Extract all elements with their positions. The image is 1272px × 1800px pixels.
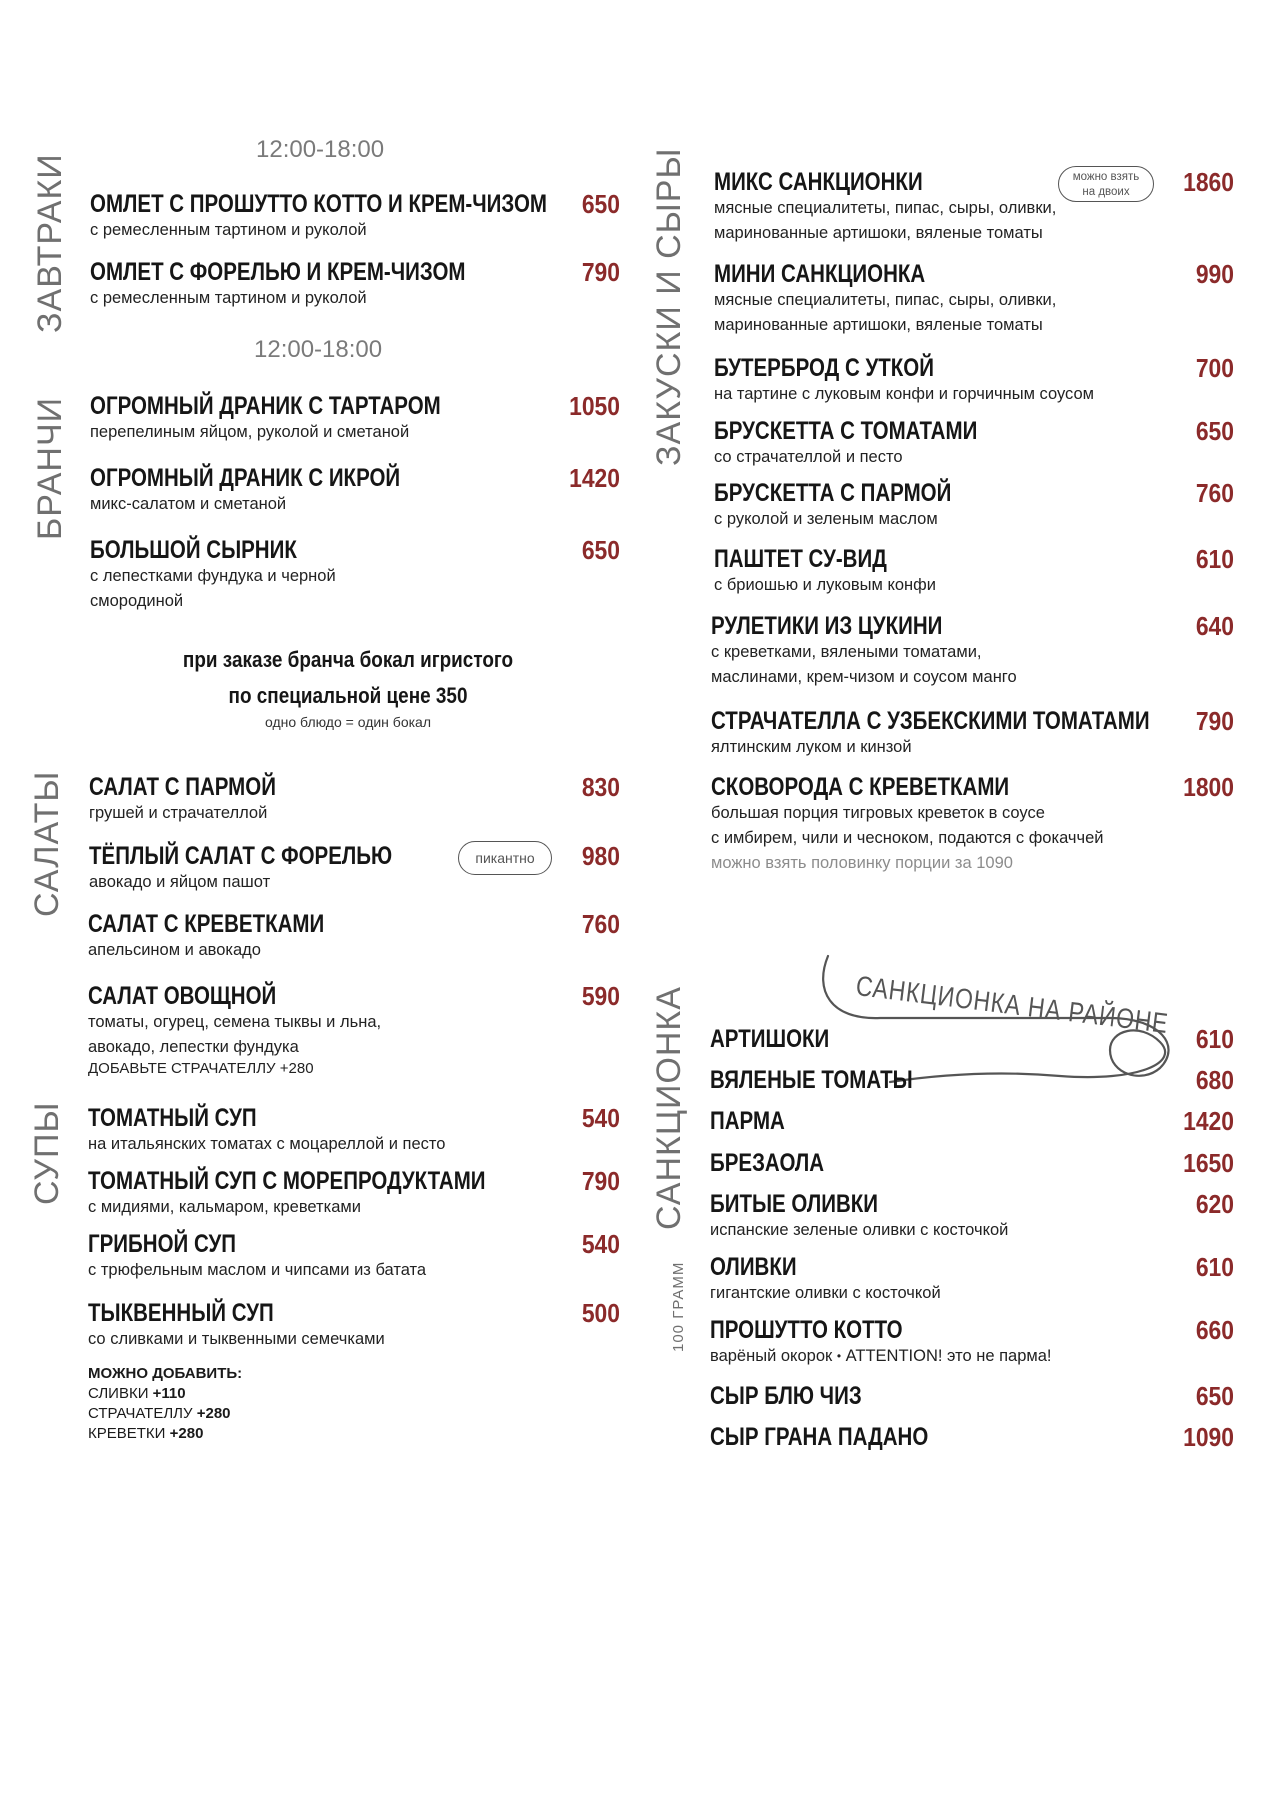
menu-item <box>714 260 1056 338</box>
promo-line-1: при заказе бранча бокал игристого <box>182 647 514 672</box>
item-desc <box>710 1344 1052 1369</box>
item-desc: с креветками, вялеными томатами, <box>711 643 982 661</box>
addon-price: +110 <box>152 1385 186 1402</box>
menu-item <box>88 1299 385 1352</box>
item-name: БРУСКЕТТА С ПАРМОЙ <box>714 479 952 507</box>
item-desc: испанские зеленые оливки с косточкой <box>710 1221 1009 1239</box>
item-desc: маринованные артишоки, вяленые томаты <box>714 224 1043 242</box>
item-price: 650 <box>1195 1381 1234 1411</box>
item-price: 1090 <box>1183 1422 1234 1452</box>
menu-item <box>710 1107 801 1135</box>
addon-name: КРЕВЕТКИ <box>88 1425 166 1442</box>
item-price: 660 <box>1195 1315 1234 1345</box>
item-name: МИКС САНКЦИОНКИ <box>714 168 923 196</box>
menu-item <box>88 982 381 1077</box>
item-desc: апельсином и авокадо <box>88 941 261 959</box>
item-desc: на тартине с луковым конфи и горчичным соусом <box>714 385 1094 403</box>
item-desc: с лепестками фундука и черной <box>90 567 336 585</box>
menu-item <box>710 1316 1052 1369</box>
menu-item <box>90 258 548 311</box>
section-label-salads: САЛАТЫ <box>28 770 66 917</box>
item-name: МИНИ САНКЦИОНКА <box>714 260 926 288</box>
attention-note: ATTENTION! это не парма! <box>845 1347 1052 1365</box>
item-desc: мясные специалитеты, пипас, сыры, оливки, <box>714 291 1057 309</box>
item-desc: с имбирем, чили и чесноком, подаются с фокаччей <box>711 829 1104 847</box>
addon-row <box>88 1404 242 1424</box>
item-name: СТРАЧАТЕЛЛА С УЗБЕКСКИМИ ТОМАТАМИ <box>711 707 1150 735</box>
soup-addons <box>88 1364 242 1444</box>
brunch-hours: 12:00-18:00 <box>254 336 383 363</box>
item-name: ПАРМА <box>710 1107 785 1135</box>
item-price: 1420 <box>1183 1106 1234 1136</box>
bullet-icon: • <box>836 1349 842 1363</box>
addon-text: ДОБАВЬТЕ СТРАЧАТЕЛЛУ <box>88 1060 276 1077</box>
item-name: ТОМАТНЫЙ СУП С МОРЕПРОДУКТАМИ <box>88 1167 486 1195</box>
item-name: БРУСКЕТТА С ТОМАТАМИ <box>714 417 978 445</box>
addon-price: +280 <box>279 1060 314 1077</box>
menu-item <box>714 168 1056 246</box>
item-desc: со страчателлой и песто <box>714 448 903 466</box>
item-name: САЛАТ С КРЕВЕТКАМИ <box>88 910 325 938</box>
item-name: ТЫКВЕННЫЙ СУП <box>88 1299 274 1327</box>
item-desc: авокадо, лепестки фундука <box>88 1038 299 1056</box>
section-label-snacks: ЗАКУСКИ И СЫРЫ <box>650 147 688 466</box>
promo-line-2: по специальной цене 350 <box>228 683 468 708</box>
menu-item <box>89 842 459 895</box>
item-name: БУТЕРБРОД С УТКОЙ <box>714 354 934 382</box>
menu-item <box>88 1167 573 1220</box>
item-price: 650 <box>581 535 620 565</box>
item-name: ОГРОМНЫЙ ДРАНИК С ТАРТАРОМ <box>90 392 441 420</box>
menu-item <box>711 612 1017 690</box>
item-desc: томаты, огурец, семена тыквы и льна, <box>88 1013 382 1031</box>
menu-item <box>714 545 936 598</box>
item-name: ОМЛЕТ С ПРОШУТТО КОТТО И КРЕМ-ЧИЗОМ <box>90 190 547 218</box>
item-price: 650 <box>581 189 620 219</box>
badge-line-1: можно взять <box>1072 171 1140 183</box>
sanctionka-weight-note: 100 ГРАММ <box>670 1261 687 1352</box>
item-name: БРЕЗАОЛА <box>710 1149 825 1177</box>
item-desc: с руколой и зеленым маслом <box>714 510 938 528</box>
item-price: 830 <box>581 772 620 802</box>
item-price: 640 <box>1195 611 1234 641</box>
item-price: 790 <box>1195 706 1234 736</box>
section-label-soups: СУПЫ <box>28 1101 66 1205</box>
item-name: ПАШТЕТ СУ-ВИД <box>714 545 887 573</box>
item-name: ОЛИВКИ <box>710 1253 797 1281</box>
brunch-promo <box>128 642 568 730</box>
item-price: 700 <box>1195 353 1234 383</box>
menu-item <box>710 1382 895 1410</box>
item-price: 590 <box>581 981 620 1011</box>
item-name: ОГРОМНЫЙ ДРАНИК С ИКРОЙ <box>90 464 401 492</box>
item-price: 1420 <box>569 463 620 493</box>
item-price: 980 <box>581 841 620 871</box>
item-name: ОМЛЕТ С ФОРЕЛЬЮ И КРЕМ-ЧИЗОМ <box>90 258 466 286</box>
item-name: ГРИБНОЙ СУП <box>88 1230 236 1258</box>
item-price: 1860 <box>1183 167 1234 197</box>
item-name: СЫР БЛЮ ЧИЗ <box>710 1382 862 1410</box>
menu-item <box>710 1190 1008 1243</box>
item-desc: с трюфельным маслом и чипсами из батата <box>88 1261 427 1279</box>
item-desc: с бриошью и луковым конфи <box>714 576 936 594</box>
addon-name: СТРАЧАТЕЛЛУ <box>88 1405 193 1422</box>
item-name: САЛАТ С ПАРМОЙ <box>89 773 276 801</box>
item-desc: микс-салатом и сметаной <box>90 495 287 513</box>
item-desc: на итальянских томатах с моцареллой и песто <box>88 1135 446 1153</box>
item-price: 610 <box>1195 1252 1234 1282</box>
item-desc: со сливками и тыквенными семечками <box>88 1330 385 1348</box>
item-desc: грушей и страчателлой <box>89 804 268 822</box>
item-name: ВЯЛЕНЫЕ ТОМАТЫ <box>710 1066 913 1094</box>
menu-item <box>88 910 376 963</box>
addon-row <box>88 1384 242 1404</box>
addon-price: +280 <box>169 1425 204 1442</box>
item-name: ТЁПЛЫЙ САЛАТ С ФОРЕЛЬЮ <box>89 842 393 870</box>
spicy-badge: пикантно <box>458 841 552 875</box>
item-desc: ялтинским луком и кинзой <box>711 738 912 756</box>
item-price: 610 <box>1195 544 1234 574</box>
item-price: 790 <box>581 1166 620 1196</box>
desc-text: варёный окорок <box>710 1347 833 1365</box>
item-desc: с мидиями, кальмаром, креветками <box>88 1198 361 1216</box>
menu-item <box>714 354 1094 407</box>
item-desc: авокадо и яйцом пашот <box>89 873 271 891</box>
section-label-breakfast: ЗАВТРАКИ <box>31 153 69 333</box>
item-desc: с ремесленным тартином и руколой <box>90 221 367 239</box>
item-price: 760 <box>581 909 620 939</box>
item-desc: маринованные артишоки, вяленые томаты <box>714 316 1043 334</box>
section-label-brunch: БРАНЧИ <box>31 396 69 540</box>
menu-item <box>89 773 317 826</box>
menu-item <box>88 1104 445 1157</box>
item-desc: мясные специалитеты, пипас, сыры, оливки, <box>714 199 1057 217</box>
item-name: ТОМАТНЫЙ СУП <box>88 1104 257 1132</box>
promo-note: одно блюдо = один бокал <box>265 714 431 730</box>
addon-name: СЛИВКИ <box>88 1385 149 1402</box>
addon-row <box>88 1424 242 1444</box>
item-note: можно взять половинку порции за 1090 <box>711 854 1013 872</box>
badge-line-2: на двоих <box>1082 186 1130 198</box>
item-desc: смородиной <box>90 592 184 610</box>
item-price: 620 <box>1195 1189 1234 1219</box>
item-desc: гигантские оливки с косточкой <box>710 1284 941 1302</box>
item-price: 1650 <box>1183 1148 1234 1178</box>
menu-item <box>710 1025 855 1053</box>
item-price: 610 <box>1195 1024 1234 1054</box>
item-name: СКОВОРОДА С КРЕВЕТКАМИ <box>711 773 1010 801</box>
menu-item <box>88 1230 426 1283</box>
item-desc: перепелиным яйцом, руколой и сметаной <box>90 423 410 441</box>
menu-item <box>714 479 1003 532</box>
menu-item <box>710 1423 976 1451</box>
item-price: 650 <box>1195 416 1234 446</box>
item-addon <box>88 1060 381 1077</box>
addon-price: +280 <box>196 1405 231 1422</box>
item-price: 760 <box>1195 478 1234 508</box>
item-name: АРТИШОКИ <box>710 1025 830 1053</box>
item-name: РУЛЕТИКИ ИЗ ЦУКИНИ <box>711 612 943 640</box>
menu-item <box>90 464 468 517</box>
menu-item <box>710 1149 849 1177</box>
item-name: БОЛЬШОЙ СЫРНИК <box>90 536 297 564</box>
menu-item <box>710 1253 941 1306</box>
menu-item <box>711 773 1103 876</box>
item-desc: большая порция тигровых креветок в соусе <box>711 804 1045 822</box>
item-price: 1050 <box>569 391 620 421</box>
breakfast-hours: 12:00-18:00 <box>256 136 385 163</box>
item-desc: с ремесленным тартином и руколой <box>90 289 367 307</box>
item-price: 990 <box>1195 259 1234 289</box>
item-name: ПРОШУТТО КОТТО <box>710 1316 903 1344</box>
addons-title: МОЖНО ДОБАВИТЬ: <box>88 1365 243 1382</box>
item-name: САЛАТ ОВОЩНОЙ <box>88 982 277 1010</box>
item-price: 540 <box>581 1103 620 1133</box>
menu-item <box>714 417 1035 470</box>
item-desc: маслинами, крем-чизом и соусом манго <box>711 668 1017 686</box>
item-price: 540 <box>581 1229 620 1259</box>
item-price: 1800 <box>1183 772 1234 802</box>
menu-item <box>710 1066 957 1094</box>
menu-item <box>90 392 518 445</box>
section-label-sanctionka: САНКЦИОНКА <box>650 986 688 1230</box>
item-name: СЫР ГРАНА ПАДАНО <box>710 1423 929 1451</box>
item-price: 790 <box>581 257 620 287</box>
item-price: 500 <box>581 1298 620 1328</box>
sanctionka-script-title: САНКЦИОНКА НА РАЙОНЕ <box>854 970 1171 1040</box>
menu-item <box>90 536 342 614</box>
item-price: 680 <box>1195 1065 1234 1095</box>
item-name: БИТЫЕ ОЛИВКИ <box>710 1190 879 1218</box>
